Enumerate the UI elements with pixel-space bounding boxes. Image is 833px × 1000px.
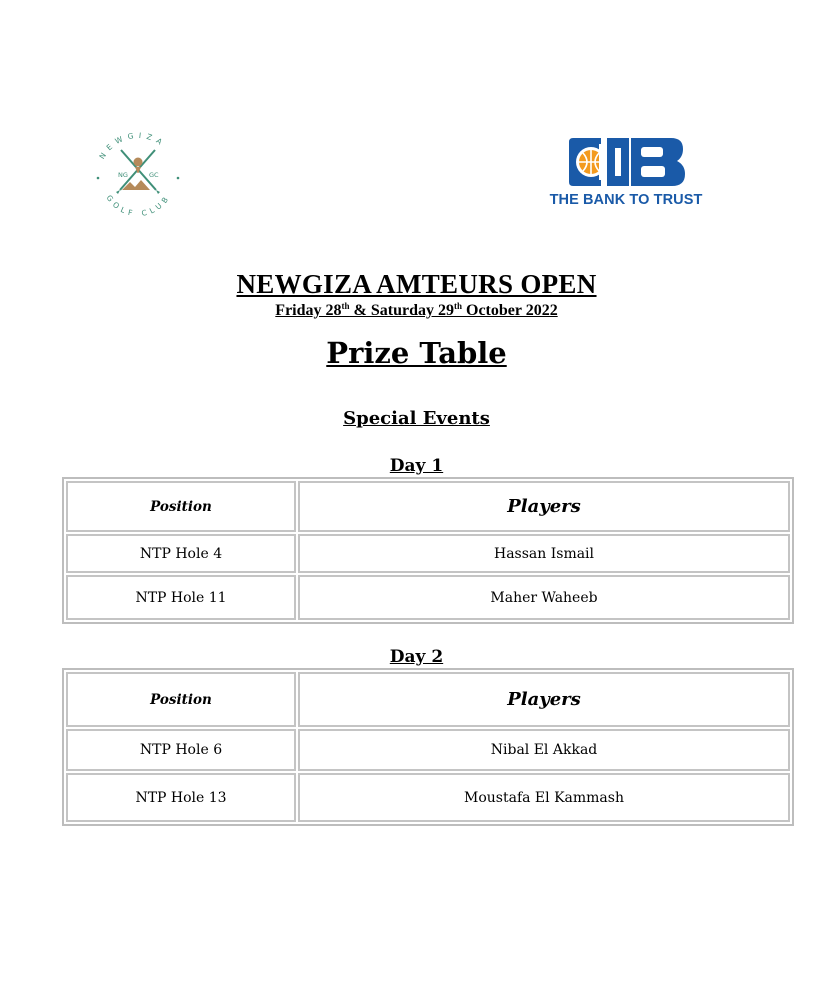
header-players: Players [298, 672, 790, 727]
player-cell: Nibal El Akkad [298, 729, 790, 771]
logo-arc-top-text: NEWGIZA [97, 130, 168, 161]
day-1-label: Day 1 [389, 456, 444, 476]
table-row [66, 773, 790, 822]
position-cell: NTP Hole 11 [66, 575, 296, 620]
table-header-row [66, 481, 790, 532]
cib-tagline: THE BANK TO TRUST [549, 192, 703, 208]
player-cell: Maher Waheeb [298, 575, 790, 620]
event-dates: Friday 28th & Saturday 29th October 2022 [275, 301, 558, 319]
prize-table-title: Prize Table [326, 336, 507, 370]
cib-mark-icon [569, 138, 687, 186]
logo-monogram-left: NG [118, 171, 128, 179]
table-row [66, 534, 790, 573]
event-title: NEWGIZA AMTEURS OPEN [236, 269, 597, 299]
section-title: Special Events [343, 408, 490, 429]
position-cell: NTP Hole 6 [66, 729, 296, 771]
newgiza-golf-club-logo [78, 128, 198, 223]
day-2-label: Day 2 [389, 647, 444, 667]
table-row [66, 729, 790, 771]
logo-arc-bottom-text: GOLF CLUB [104, 192, 173, 219]
position-cell: NTP Hole 13 [66, 773, 296, 822]
header-position: Position [66, 481, 296, 532]
position-cell: NTP Hole 4 [66, 534, 296, 573]
player-cell: Moustafa El Kammash [298, 773, 790, 822]
table-row [66, 575, 790, 620]
table-header-row [66, 672, 790, 727]
logo-monogram-right: GC [149, 171, 159, 179]
day-2-table [62, 668, 794, 826]
player-cell: Hassan Ismail [298, 534, 790, 573]
day-1-table [62, 477, 794, 624]
cib-bank-logo [533, 138, 719, 214]
header-players: Players [298, 481, 790, 532]
header-position: Position [66, 672, 296, 727]
